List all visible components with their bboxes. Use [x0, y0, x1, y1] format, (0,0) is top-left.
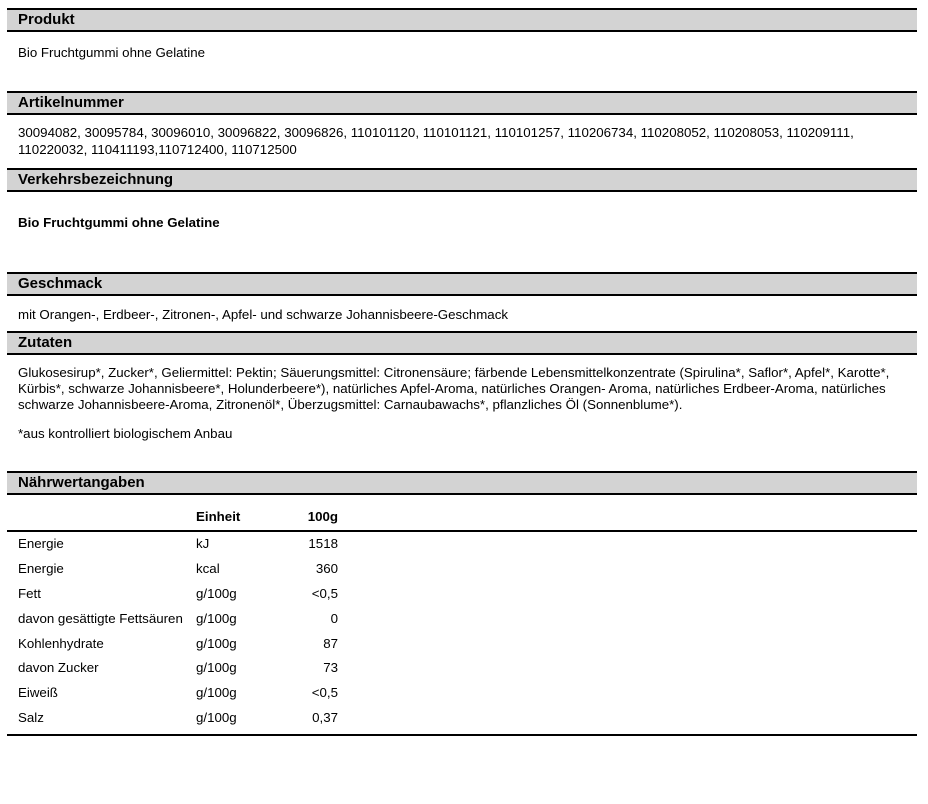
section-title-artikelnummer: Artikelnummer: [18, 94, 124, 111]
nutrition-cell-unit: g/100g: [196, 709, 237, 725]
section-header-produkt: [7, 8, 917, 32]
nutrition-header-unit: Einheit: [196, 509, 241, 524]
nutrition-cell-unit: g/100g: [196, 610, 237, 626]
nutrition-cell-label: Fett: [18, 585, 41, 601]
nutrition-row: [7, 705, 917, 730]
nutrition-cell-label: Eiweiß: [18, 685, 58, 701]
nutrition-cell-value: 87: [323, 635, 338, 651]
artikelnummer-list: 30094082, 30095784, 30096010, 30096822, 30096826, 110101120, 110101121, 110101257, 110206734, 110208052, 110208053, 110209111, 110220032, 110411193,110712400, 110712500: [18, 125, 854, 157]
product-spec-document: [7, 8, 917, 736]
produkt-value: Bio Fruchtgummi ohne Gelatine: [18, 45, 205, 60]
nutrition-header-per100g: 100g: [307, 509, 338, 524]
nutrition-cell-value: 360: [315, 561, 338, 577]
nutrition-cell-unit: g/100g: [196, 635, 237, 651]
section-title-zutaten: Zutaten: [18, 334, 73, 351]
zutaten-bio-note: *aus kontrolliert biologischem Anbau: [18, 426, 233, 441]
nutrition-cell-unit: kcal: [196, 561, 220, 577]
section-title-geschmack: Geschmack: [18, 275, 103, 292]
nutrition-row: [7, 681, 917, 706]
verkehrsbezeichnung-value: Bio Fruchtgummi ohne Gelatine: [18, 215, 220, 230]
nutrition-cell-unit: g/100g: [196, 660, 237, 676]
section-header-geschmack: [7, 272, 917, 296]
nutrition-row: [7, 557, 917, 582]
nutrition-cell-value: 73: [323, 660, 338, 676]
section-title-verkehrsbezeichnung: Verkehrsbezeichnung: [18, 171, 174, 188]
nutrition-cell-label: Energie: [18, 536, 64, 552]
zutaten-text: Glukosesirup*, Zucker*, Geliermittel: Pektin; Säuerungsmittel: Citronensäure; färbende Lebensmittelkonzentrate (Spirulina*, Saflor*, Apfel*, Karotte*, Kürbis*, schwarze Johannisbeere*, Holunderbeere*), natürliches Apfel-Aroma, natürliches Orangen- Aroma, natürliches Erdbeer-Aroma, natürliches schwarze Johannisbeere-Aroma, Zitronenöl*, Überzugsmittel: Carnaubawachs*, pflanzliches Öl (Sonnenblume*).: [18, 365, 890, 412]
section-title-naehrwertangaben: Nährwertangaben: [18, 474, 145, 491]
nutrition-row: [7, 582, 917, 607]
nutrition-cell-value: 1518: [308, 536, 338, 552]
nutrition-cell-label: Energie: [18, 561, 64, 577]
nutrition-header-label: [18, 509, 196, 525]
nutrition-row: [7, 532, 917, 557]
section-header-verkehrsbezeichnung: [7, 168, 917, 192]
nutrition-cell-label: davon gesättigte Fettsäuren: [18, 610, 183, 626]
nutrition-cell-label: Kohlenhydrate: [18, 635, 104, 651]
section-header-zutaten: [7, 331, 917, 355]
geschmack-value: mit Orangen-, Erdbeer-, Zitronen-, Apfel- und schwarze Johannisbeere-Geschmack: [18, 307, 508, 322]
section-header-artikelnummer: [7, 91, 917, 115]
nutrition-table-header: [7, 509, 917, 532]
nutrition-table: [7, 509, 917, 736]
nutrition-row: [7, 606, 917, 631]
nutrition-table-body: [7, 532, 917, 730]
nutrition-row: [7, 656, 917, 681]
nutrition-cell-unit: g/100g: [196, 585, 237, 601]
nutrition-cell-value: <0,5: [311, 585, 338, 601]
nutrition-cell-value: <0,5: [311, 685, 338, 701]
nutrition-cell-label: Salz: [18, 709, 44, 725]
section-header-naehrwertangaben: [7, 471, 917, 495]
nutrition-cell-unit: kJ: [196, 536, 210, 552]
nutrition-cell-unit: g/100g: [196, 685, 237, 701]
nutrition-cell-label: davon Zucker: [18, 660, 99, 676]
section-title-produkt: Produkt: [18, 11, 75, 28]
nutrition-cell-value: 0: [330, 610, 338, 626]
nutrition-cell-value: 0,37: [312, 709, 338, 725]
nutrition-row: [7, 631, 917, 656]
